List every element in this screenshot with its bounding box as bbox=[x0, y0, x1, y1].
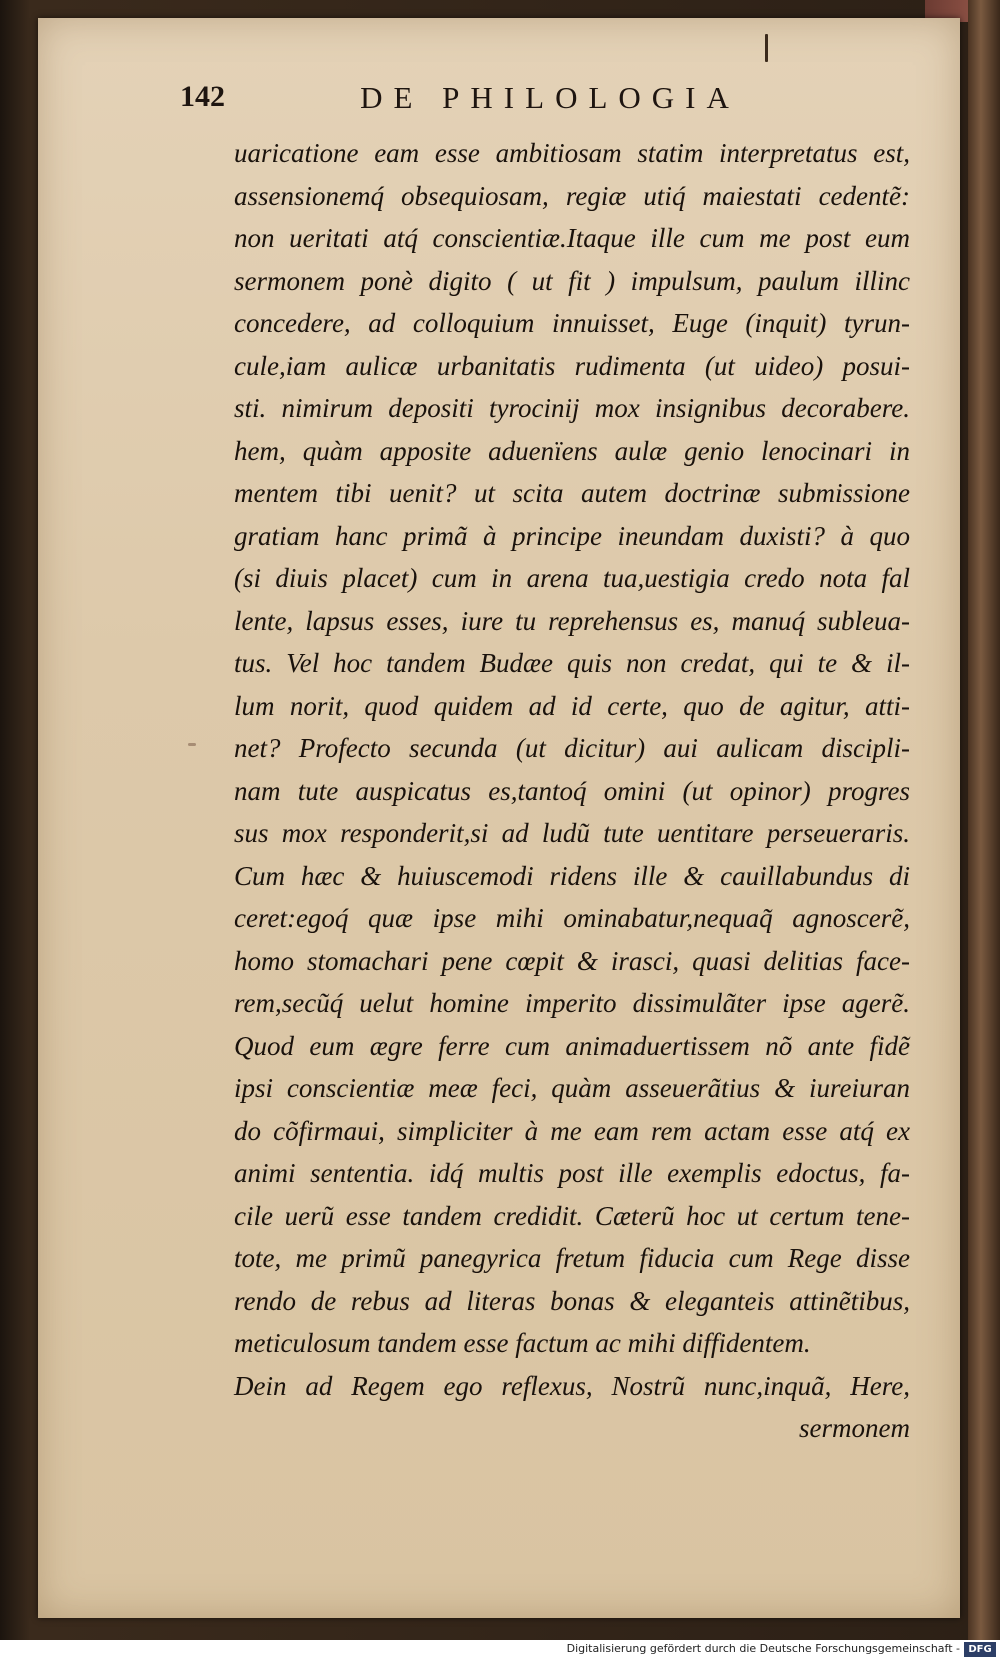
text-line: meticulosum tandem esse factum ac mihi diffidentem. bbox=[234, 1328, 811, 1358]
text-line: sus mox responderit,si ad ludũ tute uentitare perseueraris. bbox=[234, 818, 910, 848]
body-text bbox=[234, 132, 910, 1450]
text-line: cile uerũ esse tandem credidit. Cæterũ hoc ut certum tene- bbox=[234, 1200, 910, 1231]
text-line: homo stomachari pene cœpit & irasci, quasi delitias face- bbox=[234, 945, 910, 976]
text-line: (si diuis placet) cum in arena tua,uestigia credo nota fal bbox=[234, 563, 910, 593]
text-line: nam tute auspicatus es,tantoq́ omini (ut opinor) progres bbox=[234, 775, 910, 806]
text-line: mentem tibi uenit? ut scita autem doctrinæ submissione bbox=[234, 478, 910, 508]
text-line: tote, me primũ panegyrica fretum fiducia cum Rege disse bbox=[234, 1243, 910, 1273]
catchword: sermonem bbox=[799, 1413, 910, 1443]
footer-credit: Digitalisierung gefördert durch die Deutsche Forschungsgemeinschaft - bbox=[566, 1642, 960, 1655]
text-line: net? Profecto secunda (ut dicitur) aui aulicam discipli- bbox=[234, 733, 910, 763]
text-line: rem,secũq́ uelut homine imperito dissimulãter ipse agerẽ. bbox=[234, 988, 910, 1018]
text-line: rendo de rebus ad literas bonas & eleganteis attinẽtibus, bbox=[234, 1285, 910, 1316]
text-line: Dein ad Regem ego reflexus, Nostrũ nunc,inquã, Here, bbox=[234, 1370, 910, 1401]
text-line: gratiam hanc primã à principe ineundam duxisti? à quo bbox=[234, 520, 910, 551]
text-line: non ueritati atq́ conscientiæ.Itaque ille cum me post eum bbox=[234, 223, 910, 253]
text-line: uaricatione eam esse ambitiosam statim interpretatus est, bbox=[234, 138, 910, 168]
text-line: hem, quàm apposite aduenïens aulæ genio lenocinari in bbox=[234, 435, 910, 466]
text-line: Quod eum ægre ferre cum animaduertissem nõ ante fidẽ bbox=[234, 1030, 910, 1061]
text-line: ipsi conscientiæ meæ feci, quàm asseuerãtius & iureiuran bbox=[234, 1073, 910, 1103]
text-line: assensionemq́ obsequiosam, regiæ utiq́ maiestati cedentẽ: bbox=[234, 180, 910, 211]
text-line: sermonem ponè digito ( ut fit ) impulsum, paulum illinc bbox=[234, 265, 910, 296]
text-line: animi sententia. idq́ multis post ille exemplis edoctus, fa- bbox=[234, 1158, 910, 1188]
page-number: 142 bbox=[180, 80, 225, 113]
text-line: sti. nimirum depositi tyrocinij mox insignibus decorabere. bbox=[234, 393, 910, 423]
text-line: lente, lapsus esses, iure tu reprehensus es, manuq́ subleua- bbox=[234, 605, 910, 636]
text-line: tus. Vel hoc tandem Budæe quis non credat, qui te & il- bbox=[234, 648, 910, 678]
dfg-logo: DFG bbox=[964, 1642, 996, 1657]
margin-ink-spot bbox=[188, 743, 196, 746]
running-head: DE PHILOLOGIA bbox=[360, 80, 740, 115]
text-line: cule,iam aulicæ urbanitatis rudimenta (ut uideo) posui- bbox=[234, 350, 910, 381]
text-line: lum norit, quod quidem ad id certe, quo de agitur, atti- bbox=[234, 690, 910, 721]
ink-mark bbox=[765, 34, 768, 62]
footer-bar bbox=[0, 1640, 1000, 1660]
text-line: ceret:egoq́ quæ ipse mihi ominabatur,nequaq̃ agnoscerẽ, bbox=[234, 903, 910, 933]
text-line: Cum hæc & huiuscemodi ridens ille & cauillabundus di bbox=[234, 860, 910, 891]
text-line: do cõfirmaui, simpliciter à me eam rem actam esse atq́ ex bbox=[234, 1115, 910, 1146]
text-line: concedere, ad colloquium innuisset, Euge (inquit) tyrun- bbox=[234, 308, 910, 338]
book-spine-edge bbox=[968, 0, 1000, 1640]
